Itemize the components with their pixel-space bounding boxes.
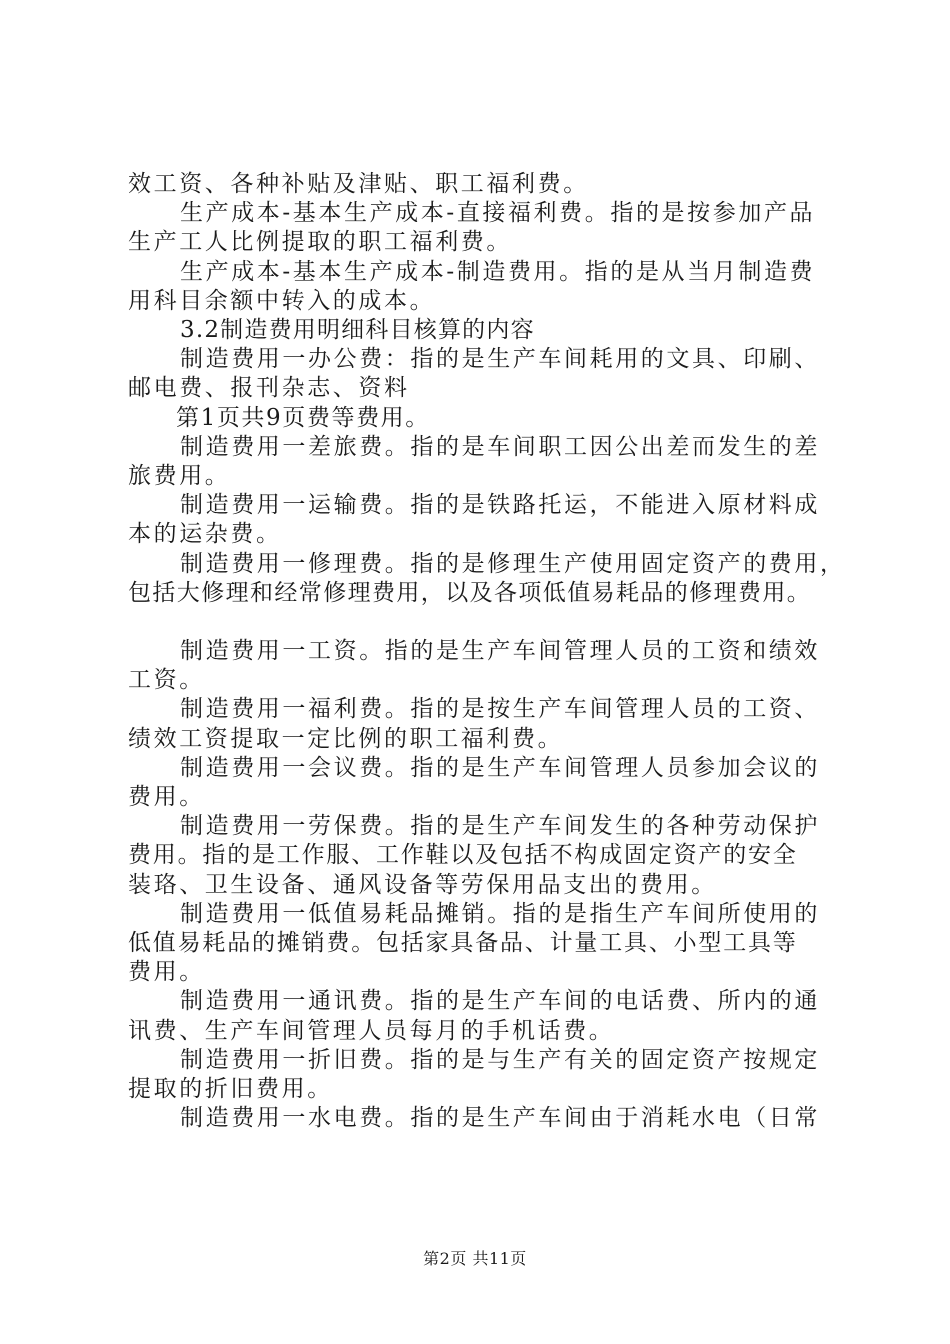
text-line: 旅费用。 <box>128 463 231 490</box>
text-line: 费用。 <box>128 959 205 986</box>
paragraph-gap <box>128 608 848 637</box>
text-line: 本的运杂费。 <box>128 521 282 548</box>
page-number-footer: 第2页 共11页 <box>423 1249 527 1268</box>
text-line: 效工资、各种补贴及津贴、职工福利费。 <box>128 171 589 197</box>
text-line: 装珞、卫生设备、通风设备等劳保用品支出的费用。 <box>128 871 717 898</box>
text-line: 绩效工资提取一定比例的职工福利费。 <box>128 725 564 752</box>
text-line: 制造费用一通讯费。指的是生产车间的电话费、所内的通 <box>180 988 820 1015</box>
text-line: 费用。 <box>128 784 205 811</box>
text-line: 生产成本-基本生产成本-制造费用。指的是从当月制造费 <box>180 258 816 285</box>
text-line: 低值易耗品的摊销费。包括家具备品、计量工具、小型工具等 <box>128 930 798 957</box>
text-line: 制造费用一劳保费。指的是生产车间发生的各种劳动保护 <box>180 813 820 840</box>
text-line: 制造费用一折旧费。指的是与生产有关的固定资产按规定 <box>180 1046 820 1073</box>
text-line: 第1页共9页费等费用。 <box>176 404 430 431</box>
text-line: 生产成本-基本生产成本-直接福利费。指的是按参加产品 <box>180 200 816 227</box>
text-line: 制造费用一低值易耗品摊销。指的是指生产车间所使用的 <box>180 900 820 927</box>
text-line: 讯费、生产车间管理人员每月的手机话费。 <box>128 1017 615 1044</box>
section-heading: 3.2制造费用明细科目核算的内容 <box>180 317 535 344</box>
text-line: 制造费用一会议费。指的是生产车间管理人员参加会议的 <box>180 754 820 781</box>
text-line: 制造费用一差旅费。指的是车间职工因公出差而发生的差 <box>180 433 820 460</box>
text-line: 提取的折旧费用。 <box>128 1076 333 1103</box>
text-line: 邮电费、报刊杂志、资料 <box>128 375 410 402</box>
text-line: 制造费用一福利费。指的是按生产车间管理人员的工资、 <box>180 696 820 723</box>
text-line: 制造费用一工资。指的是生产车间管理人员的工资和绩效 <box>180 638 820 665</box>
text-line: 费用。指的是工作服、工作鞋以及包括不构成固定资产的安全 <box>128 842 798 869</box>
text-line: 制造费用一修理费。指的是修理生产使用固定资产的费用， <box>180 550 846 577</box>
text-line: 生产工人比例提取的职工福利费。 <box>128 229 512 256</box>
text-line: 制造费用一办公费：指的是生产车间耗用的文具、印刷、 <box>180 346 820 373</box>
text-line: 工资。 <box>128 667 205 694</box>
text-line: 制造费用一水电费。指的是生产车间由于消耗水电（日常 <box>180 1105 820 1132</box>
document-body <box>128 170 848 1134</box>
text-line: 制造费用一运输费。指的是铁路托运，不能进入原材料成 <box>180 492 820 519</box>
text-line: 用科目余额中转入的成本。 <box>128 287 436 314</box>
text-line: 包括大修理和经常修理费用，以及各项低值易耗品的修理费用。 <box>128 579 812 606</box>
